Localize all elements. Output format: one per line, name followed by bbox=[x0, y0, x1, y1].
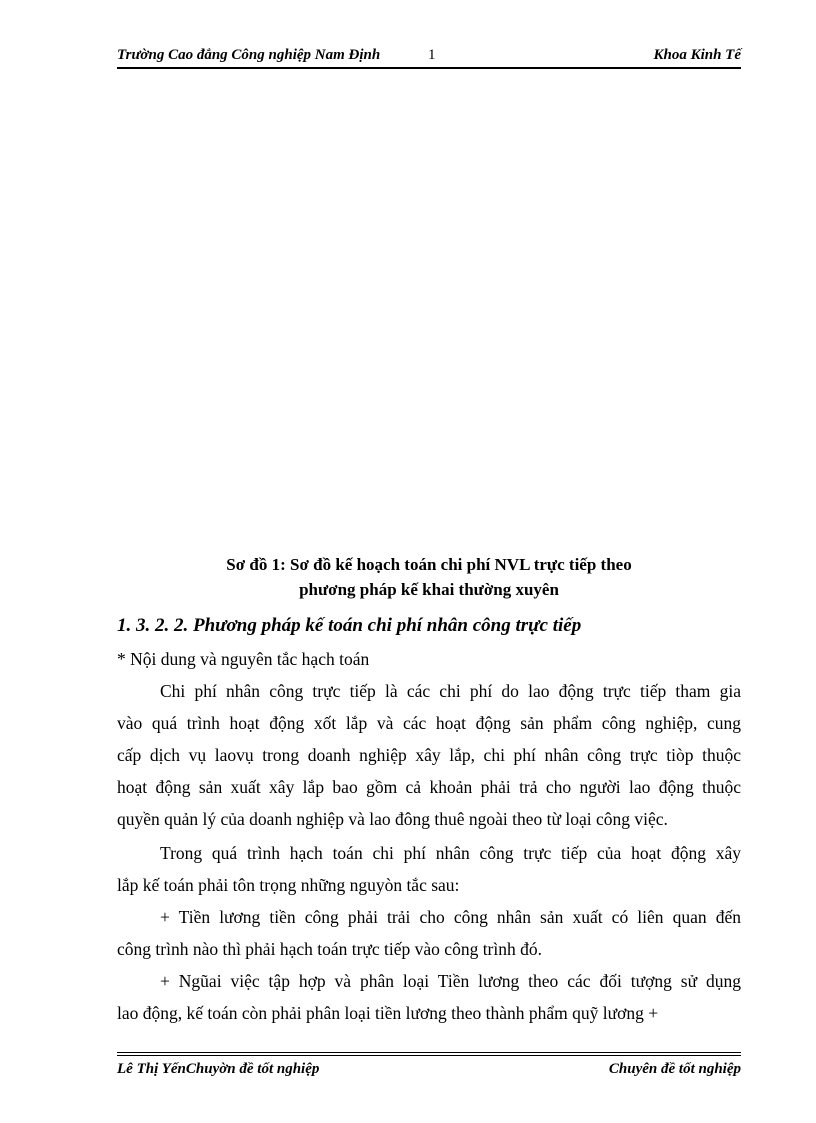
body-line: quyền quản lý của doanh nghiệp và lao đông thuê ngoài theo từ loại công việc. bbox=[117, 809, 668, 829]
body-line: công trình nào thì phải hạch toán trực tiếp vào công trình đó. bbox=[117, 939, 542, 959]
diagram-caption-line-1: Sơ đồ 1: Sơ đồ kế hoạch toán chi phí NVL trực tiếp theo bbox=[226, 555, 632, 574]
section-heading: 1. 3. 2. 2. Phương pháp kế toán chi phí nhân công trực tiếp bbox=[117, 615, 582, 636]
footer-title: Chuyên đề tốt nghiệp bbox=[608, 1061, 741, 1077]
body-line: cấp dịch vụ laovụ trong doanh nghiệp xây lắp, chi phí nhân công trực tiòp thuộc bbox=[117, 745, 741, 765]
page-header bbox=[117, 47, 741, 69]
body-line: + Tiền lương tiền công phải trải cho công nhân sản xuất có liên quan đến bbox=[160, 907, 741, 927]
page-footer bbox=[117, 1052, 741, 1080]
header-school: Trường Cao đẳng Công nghiệp Nam Định bbox=[117, 47, 381, 63]
page-number: 1 bbox=[428, 47, 436, 63]
diagram-caption-line-2: phương pháp kế khai thường xuyên bbox=[299, 580, 559, 599]
body-line: Chi phí nhân công trực tiếp là các chi phí do lao động trực tiếp tham gia bbox=[160, 681, 741, 701]
body-line: + Ngũai việc tập hợp và phân loại Tiền lương theo các đối tượng sử dụng bbox=[160, 971, 741, 991]
header-faculty: Khoa Kinh Tế bbox=[653, 47, 741, 63]
body-line: lao động, kế toán còn phải phân loại tiền lương theo thành phẩm quỹ lương + bbox=[117, 1003, 659, 1023]
subheading: * Nội dung và nguyên tắc hạch toán bbox=[117, 649, 370, 669]
footer-author: Lê Thị YếnChuyờn đề tốt nghiệp bbox=[117, 1061, 320, 1077]
body-line: Trong quá trình hạch toán chi phí nhân công trực tiếp của hoạt động xây bbox=[160, 843, 741, 863]
body-line: lắp kế toán phải tôn trọng những nguyòn tắc sau: bbox=[117, 875, 460, 895]
body-line: vào quá trình hoạt động xốt lắp và các hoạt động sản phẩm công nghiệp, cung bbox=[117, 713, 741, 733]
body-line: hoạt động sản xuất xây lắp bao gồm cả khoản phải trả cho người lao động thuộc bbox=[117, 777, 741, 797]
